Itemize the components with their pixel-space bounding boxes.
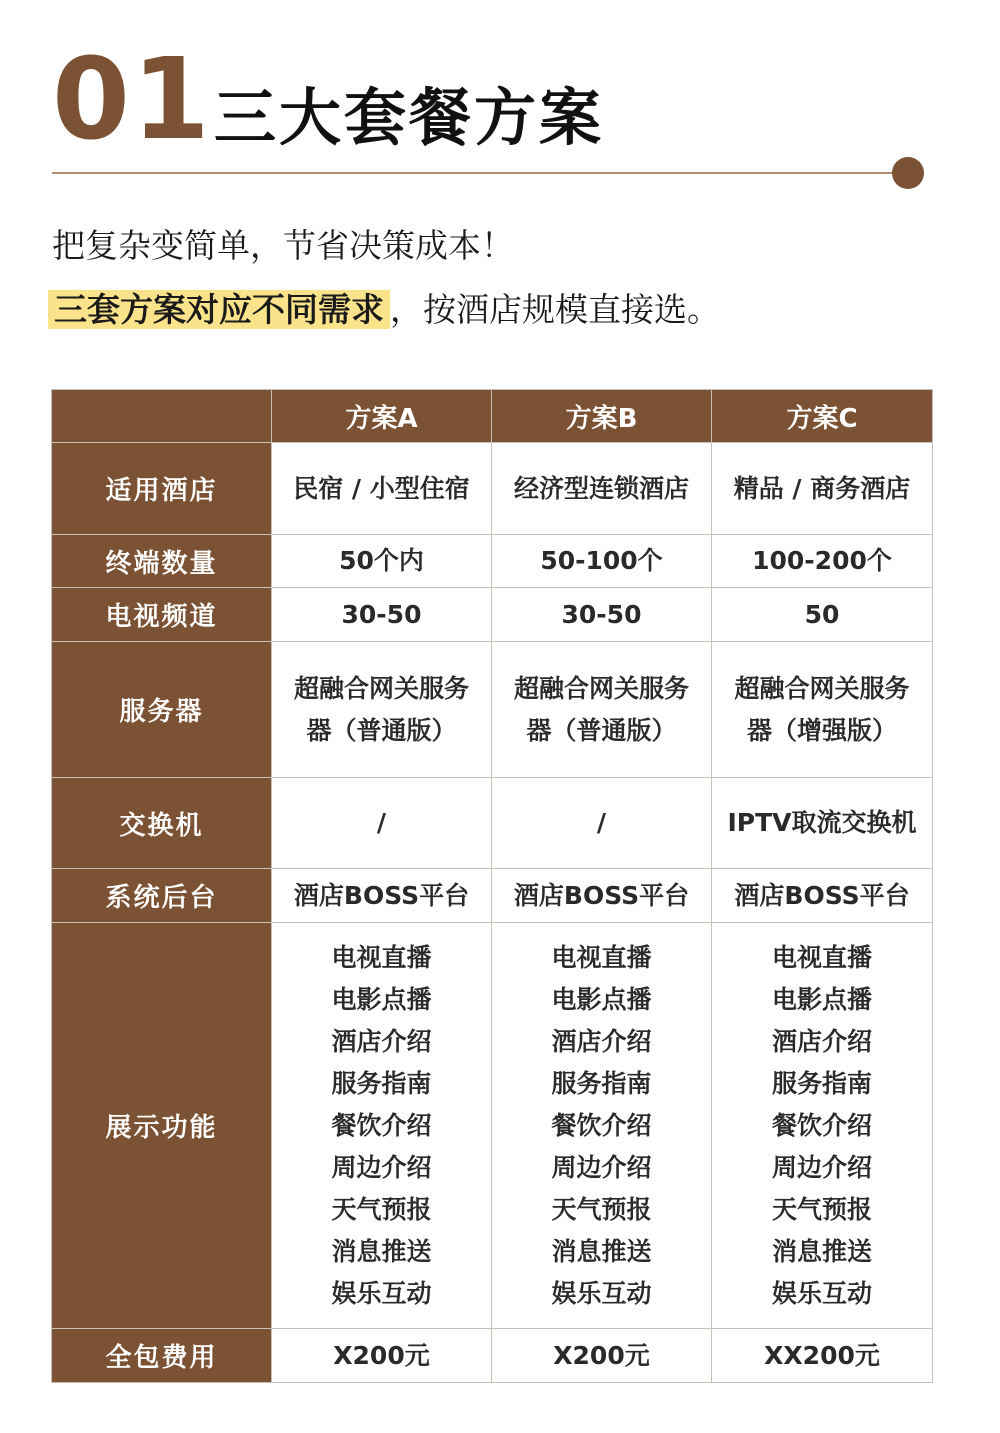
feature-item: 餐饮介绍	[551, 1110, 652, 1140]
cell-server-b-line-1: 超融合网关服务	[513, 673, 689, 703]
intro-line-1: 把复杂变简单，节省决策成本！	[52, 226, 514, 265]
cell-hotel-type-c: 精品 / 商务酒店	[712, 443, 933, 535]
cell-server-c-line-2: 器（增强版）	[746, 715, 897, 745]
feature-item: 周边介绍	[551, 1152, 652, 1182]
feature-item: 周边介绍	[771, 1152, 872, 1182]
cell-switch-c: IPTV取流交换机	[712, 778, 933, 869]
table-row	[52, 1329, 933, 1383]
feature-item: 服务指南	[331, 1068, 432, 1098]
feature-item: 消息推送	[551, 1236, 652, 1266]
feature-item: 餐饮介绍	[771, 1110, 872, 1140]
row-label-tv-channels: 电视频道	[52, 588, 272, 642]
table-row	[52, 588, 933, 642]
column-header-plan-b: 方案B	[492, 390, 712, 443]
cell-server-a-line-2: 器（普通版）	[306, 715, 457, 745]
divider-dot	[892, 157, 924, 189]
cell-features-a	[272, 923, 492, 1329]
feature-item: 电影点播	[771, 984, 872, 1014]
cell-price-a: X200元	[272, 1329, 492, 1383]
table-row	[52, 443, 933, 535]
feature-item: 酒店介绍	[771, 1026, 872, 1056]
cell-server-a-line-1: 超融合网关服务	[293, 673, 469, 703]
cell-server-c	[712, 642, 933, 778]
section-number: 01	[52, 35, 212, 165]
row-label-server: 服务器	[52, 642, 272, 778]
table-row	[52, 923, 933, 1329]
column-header-plan-c: 方案C	[712, 390, 933, 443]
cell-backend-c: 酒店BOSS平台	[712, 869, 933, 923]
intro-line-2-rest: ，按酒店规模直接选。	[390, 290, 720, 329]
row-label-hotel-type: 适用酒店	[52, 443, 272, 535]
feature-item: 娱乐互动	[551, 1278, 652, 1308]
cell-tv-channels-b: 30-50	[492, 588, 712, 642]
cell-features-b	[492, 923, 712, 1329]
cell-backend-b: 酒店BOSS平台	[492, 869, 712, 923]
cell-server-b-line-2: 器（普通版）	[526, 715, 677, 745]
divider-line	[52, 172, 908, 174]
cell-backend-a: 酒店BOSS平台	[272, 869, 492, 923]
feature-item: 电影点播	[331, 984, 432, 1014]
table-row	[52, 778, 933, 869]
cell-server-b	[492, 642, 712, 778]
cell-server-a	[272, 642, 492, 778]
table-header-row	[52, 390, 933, 443]
row-label-backend: 系统后台	[52, 869, 272, 923]
feature-item: 餐饮介绍	[331, 1110, 432, 1140]
feature-item: 电视直播	[331, 942, 432, 972]
column-header-plan-a: 方案A	[272, 390, 492, 443]
feature-item: 消息推送	[771, 1236, 872, 1266]
feature-item: 服务指南	[551, 1068, 652, 1098]
cell-tv-channels-c: 50	[712, 588, 933, 642]
row-label-switch: 交换机	[52, 778, 272, 869]
feature-item: 电视直播	[771, 942, 872, 972]
cell-price-c: XX200元	[712, 1329, 933, 1383]
row-label-features: 展示功能	[52, 923, 272, 1329]
section-header	[52, 35, 932, 165]
feature-item: 消息推送	[331, 1236, 432, 1266]
intro-highlight: 三套方案对应不同需求	[48, 290, 390, 329]
feature-item: 酒店介绍	[331, 1026, 432, 1056]
row-label-price: 全包费用	[52, 1329, 272, 1383]
section-title: 三大套餐方案	[214, 81, 605, 154]
cell-terminals-c: 100-200个	[712, 535, 933, 588]
cell-features-c	[712, 923, 933, 1329]
cell-switch-b: /	[492, 778, 712, 869]
feature-item: 酒店介绍	[551, 1026, 652, 1056]
cell-price-b: X200元	[492, 1329, 712, 1383]
feature-item: 天气预报	[771, 1194, 872, 1224]
cell-switch-a: /	[272, 778, 492, 869]
cell-server-c-line-1: 超融合网关服务	[734, 673, 910, 703]
cell-terminals-b: 50-100个	[492, 535, 712, 588]
intro-line-2	[48, 286, 720, 334]
cell-hotel-type-a: 民宿 / 小型住宿	[272, 443, 492, 535]
feature-item: 服务指南	[771, 1068, 872, 1098]
row-label-terminals: 终端数量	[52, 535, 272, 588]
feature-item: 电视直播	[551, 942, 652, 972]
feature-item: 周边介绍	[331, 1152, 432, 1182]
table-row	[52, 642, 933, 778]
cell-hotel-type-b: 经济型连锁酒店	[492, 443, 712, 535]
plans-comparison-table	[51, 389, 933, 1383]
cell-terminals-a: 50个内	[272, 535, 492, 588]
table-row	[52, 869, 933, 923]
table-row	[52, 535, 933, 588]
feature-item: 娱乐互动	[331, 1278, 432, 1308]
feature-item: 娱乐互动	[771, 1278, 872, 1308]
feature-item: 天气预报	[331, 1194, 432, 1224]
feature-item: 电影点播	[551, 984, 652, 1014]
feature-item: 天气预报	[551, 1194, 652, 1224]
table-corner-cell	[52, 390, 272, 443]
cell-tv-channels-a: 30-50	[272, 588, 492, 642]
